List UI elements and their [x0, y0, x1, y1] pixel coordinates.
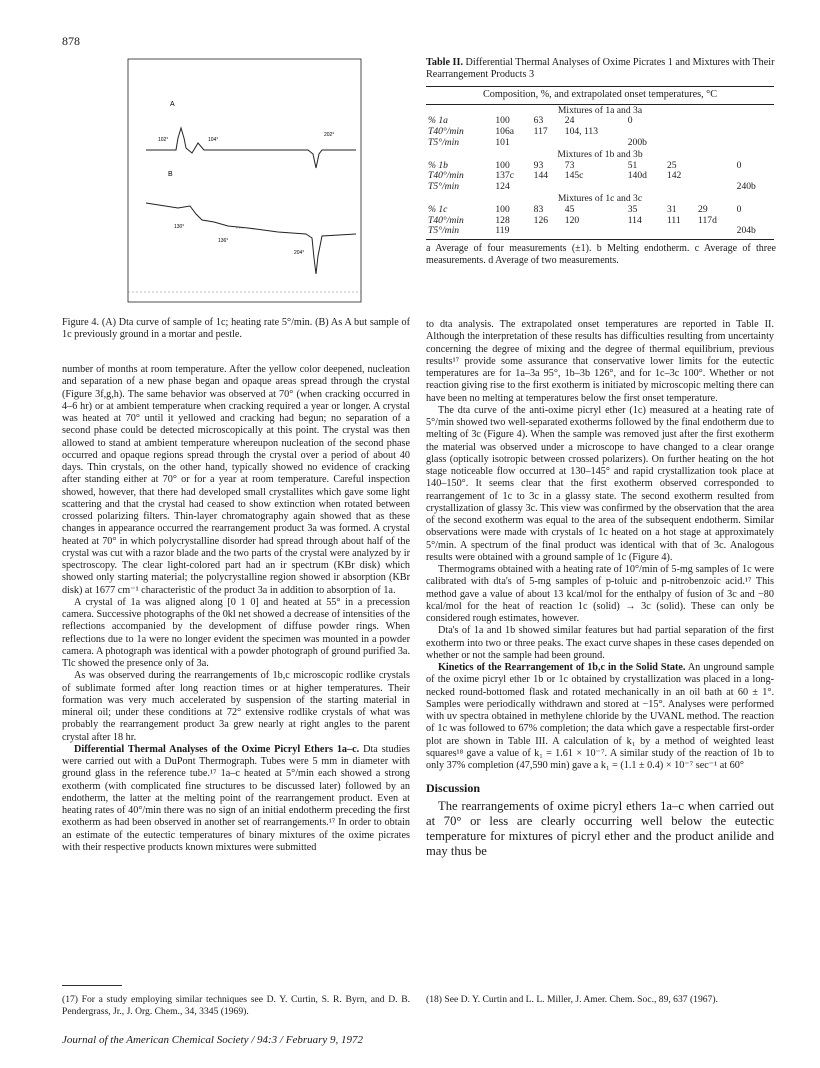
- table-title-label: Table II.: [426, 57, 463, 68]
- left-paragraph-3: As was observed during the rearrangements of 1b,c microscopic rodlike crystals of sublimate formed after long reaction times or at higher temperatures. Their formation was very much accelerated by suspension of the starting material in mineral oil; under these conditions at 72° extensive rodlike crystals of what was probably the rearrangement product 3a grew nearly at right angles to the parent crystal after 18 hr.: [62, 670, 410, 743]
- table-cell: 63: [533, 115, 544, 127]
- table-cell: 142: [666, 170, 682, 182]
- table-header: Composition, %, and extrapolated onset temperatures, °C: [426, 86, 774, 104]
- table-row: [426, 182, 774, 193]
- peak-label-b-mid: 136°: [218, 238, 229, 244]
- table-cell: 73: [564, 159, 575, 171]
- right-paragraph-2: The dta curve of the anti-oxime picryl ether (1c) measured at a heating rate of 5°/min showed two well-separated exotherms followed by the final endotherm due to melting of 3c (Figure 4). When the sample was removed just after the first exotherm the material was observed under a microscope to have changed to a clear orange glass (optically isotropic between crossed polarizers). On further heating on the hot stage noticeable flow occurred at 130–145° and rapid crystallization took place at 140–150°. It seems clear that the first exotherm observed corresponded to rearrangement of 1c to 3c in a glassy state. The second exotherm resulted from crystallization of glassy 3c. This view was confirmed by the observation that the area of the second exotherm was equal to the area of the subsequent endotherm. Similar observations were made with crystals of 1c heated on a hot stage at approximately 5°/min. A spectrum of the final product was identical with that of 3c. Analogous results were obtained with a ground sample of 1c (Figure 4).: [426, 404, 774, 563]
- table-row: [426, 161, 774, 172]
- curve-a-label: A: [170, 101, 175, 108]
- table-cell: 24: [564, 115, 575, 127]
- kinetics-section-text: An unground sample of the oxime picryl ether 1b or 1c obtained by crystallization was placed in a long-necked round-bottomed flask and rotated mechanically in an oil bath at 60 ± 1°. Samples were periodically withdrawn and stored at −15°. Analyses were performed with uv spectra obtained in methylene chloride by the UVANL method. The reaction of 1c was followed to 67% completion; the data which gave a respectable first-order plot are shown in Table III. A calculation of k₁ by a method of weighted least squares¹⁸ gave a value of k₁ = 1.61 × 10⁻⁷. A similar study of the reaction of 1b to only 37% completion (47,590 min) gave a k₁ = (1.1 ± 0.4) × 10⁻⁷ sec⁻¹ at 60°: [426, 662, 775, 771]
- table-title: [426, 57, 776, 82]
- table-cell: [696, 127, 735, 138]
- table-notes: a Average of four measurements (±1). b Melting endotherm. c Average of three measurements. d Average of two measurements.: [426, 243, 776, 267]
- table-cell: 106a: [495, 126, 515, 138]
- table-cell: [532, 182, 563, 193]
- table-cell: [665, 182, 696, 193]
- table-group-heading: Mixtures of 1c and 3c: [557, 192, 643, 204]
- table-cell: 126: [533, 214, 549, 226]
- table-cell: 83: [533, 203, 544, 215]
- left-column: [62, 364, 410, 854]
- right-paragraph-4: Dta's of 1a and 1b showed similar features but had partial separation of the first exotherm into two or three peaks. The exact curve shapes in these cases depended on whether or not the sample had been ground.: [426, 625, 774, 661]
- table-cell: [532, 226, 563, 239]
- figure-caption: Figure 4. (A) Dta curve of sample of 1c; heating rate 5°/min. (B) As A but sample of 1c previously ground in a mortar and pestle.: [62, 317, 410, 341]
- table-cell: [626, 226, 665, 239]
- table-cell: 119: [493, 226, 531, 239]
- kinetics-section-heading: Kinetics of the Rearrangement of 1b,c in the Solid State.: [438, 662, 686, 673]
- table-cell: 45: [564, 203, 575, 215]
- table-row: [426, 171, 774, 182]
- table-cell: [665, 226, 696, 239]
- table-cell: 117: [533, 126, 548, 138]
- table-cell: [563, 182, 626, 193]
- table-cell: [735, 116, 774, 127]
- table-cell: 144: [533, 170, 549, 182]
- peak-label-a-mid: 104°: [208, 137, 219, 143]
- table-cell: [696, 116, 735, 127]
- table-cell: [665, 116, 696, 127]
- table-cell: 51: [627, 159, 638, 171]
- dta-thermogram: [118, 58, 362, 304]
- table-cell: 100: [495, 159, 510, 171]
- peak-label-a-right: 202°: [324, 132, 335, 138]
- table-cell: 104, 113: [564, 126, 598, 138]
- dta-section-text: Dta studies were carried out with a DuPont Thermograph. Tubes were 5 mm in diameter with ground glass in the reference tube.¹⁷ 1a–c heated at 5°/min each showed a strong exotherm (with complicated fine structures to be discussed later) followed by an endotherm, the latter at the melting point of the rearrangement product. Even at heating rates of 40°/min there was no sign of an initial endotherm preceding the first exotherm as had been observed in another set of rearrangements.¹⁷ In order to obtain an estimate of the eutectic temperatures of binary mixtures of the oxime picrates with their respective products known mixtures were submitted: [62, 743, 411, 853]
- table-cell: 0: [736, 159, 742, 171]
- left-paragraph-4: [62, 744, 410, 854]
- table-cell: 114: [627, 214, 642, 226]
- table-group-heading: Mixtures of 1a and 3a: [557, 104, 643, 116]
- table-cell: 111: [666, 214, 681, 226]
- table-cell: 93: [533, 159, 544, 171]
- table-cell: 117d: [698, 214, 717, 226]
- dta-figure: [118, 58, 362, 304]
- table-row: [426, 205, 774, 216]
- table-cell: [735, 127, 774, 138]
- table-cell: 0: [736, 203, 742, 215]
- table-group-heading: Mixtures of 1b and 3b: [557, 148, 643, 160]
- right-column: [426, 319, 774, 859]
- table-cell: 137c: [495, 170, 515, 182]
- footnote-rule: [62, 985, 122, 986]
- table-cell: 25: [666, 159, 677, 171]
- table-cell: 120: [564, 214, 580, 226]
- right-paragraph-1: to dta analysis. The extrapolated onset temperatures are reported in Table II. Although the interpretation of these results has difficulties resulting from uncertainty concerning the degree of mixing and the degree of thermal equilibrium, previous results¹⁷ provide some assurance that conservative lower limits for the eutectic temperatures are for 1a–3a 95°, 1b–3b 126°, and for 1c–3c 100°. Whether or not reaction giving rise to the first exotherm is initiated by microscopic melting there can have been no melting at temperatures below the first onset temperature.: [426, 319, 774, 404]
- table-title-text: Differential Thermal Analyses of Oxime Picrates 1 and Mixtures with Their Rearrangement Products 3: [426, 57, 775, 81]
- curve-b: [146, 203, 356, 274]
- table-cell: 240b: [736, 181, 756, 193]
- table-cell: 29: [698, 203, 708, 215]
- table-row-label: % 1c: [428, 203, 448, 215]
- table-row-label: T40°/min: [428, 170, 464, 182]
- table-cell: 31: [666, 203, 677, 215]
- table-row: [426, 226, 774, 239]
- peak-label-b-left: 130°: [174, 224, 185, 230]
- table-row-label: % 1b: [428, 159, 448, 171]
- table-cell: [626, 182, 665, 193]
- table-row: [426, 138, 774, 149]
- table-cell: [696, 138, 735, 149]
- left-paragraph-2: A crystal of 1a was aligned along [0 1 0] and heated at 55° in a precession camera. Successive photographs of the 0kl net showed a decrease of intensities of the reflections accompanied by the development of diffuse powder rings. When reflections due to 1a were no longer evident the specimen was mounted in a powder camera. A photograph was identical with a powder photograph of ground purified 3a. Tlc showed the presence only of 3a.: [62, 596, 410, 669]
- table-cell: [696, 171, 735, 182]
- curve-b-label: B: [168, 171, 173, 178]
- table-cell: [696, 226, 735, 239]
- right-paragraph-3: Thermograms obtained with a heating rate of 10°/min of 5-mg samples of 1c were calibrated with dta's of 5-mg samples of p-toluic and p-nitrobenzoic acid.¹⁷ This method gave a value of about 13 kcal/mol for the enthalpy of fusion of 3c and −80 kcal/mol for the heat of reaction 1c (solid) → 3c (solid). These can only be considered rough estimates, however.: [426, 564, 774, 624]
- discussion-paragraph: The rearrangements of oxime picryl ethers 1a–c when carried out at 70° or less are clearly occurring well below the eutectic temperature for mixtures of picryl ether and the product anilide and may thus be: [426, 798, 774, 858]
- dta-section-heading: Differential Thermal Analyses of the Oxime Picryl Ethers 1a–c.: [74, 743, 360, 755]
- table-cell: 140d: [627, 170, 647, 182]
- table-row-label: T5°/min: [426, 226, 493, 239]
- table-cell: [665, 127, 696, 138]
- page-number: 878: [62, 34, 80, 48]
- table-cell: [665, 138, 696, 149]
- right-paragraph-5: [426, 662, 774, 772]
- table-cell: 204b: [735, 226, 774, 239]
- footnote-18: (18) See D. Y. Curtin and L. L. Miller, J. Amer. Chem. Soc., 89, 637 (1967).: [426, 994, 718, 1005]
- table-cell: 128: [495, 214, 510, 226]
- left-paragraph-1: number of months at room temperature. After the yellow color deepened, nucleation and separation of a new phase began and opaque areas spread through the crystal (Figure 3f,g,h). The same behavior was observed at 70° (when cracking occurred in 4–6 hr) or at ambient temperature when cracking required a year or longer. A crystal was heated at 70° until it yellowed and cracking had begun; no separation of a second phase could be detected microscopically at this point. The crystal was then allowed to stand at ambient temperature whereupon nucleation of the second phase occurred and opaque regions spread through the crystal over a period of about 40 days. Thin crystals, on the other hand, typically showed no evidence of cracking after standing either at 70° or for a year at room temperature. Careful inspection showed, however, that there had developed small crystallites which gave some light scattering and that the crystal had ceased to show extinction when rotated between crossed polarizing filters. Thin-layer chromatography again showed that as these changes in appearance occurred the rearrangement product 3a was formed. A crystal heated at 70° in which polycrystalline disorder had spread through about half of the crystal was cut with a razor blade and the two parts of the crystal were analyzed by ir spectroscopy. The clear light-colored part had an ir spectrum (KBr disk) which showed only starting material; the polycrystalline region showed ir absorption (KBr disk) at 1677 cm⁻¹ characteristic of the product 3a in addition to absorption of 1a.: [62, 364, 410, 596]
- table-row-label: T5°/min: [428, 137, 460, 148]
- table-row: [426, 216, 774, 227]
- table-cell: 101: [495, 137, 510, 148]
- table-cell: [532, 138, 563, 149]
- table-cell: [696, 161, 735, 172]
- table-cell: [735, 138, 774, 149]
- table-cell: 200b: [627, 137, 647, 148]
- table-cell: [563, 226, 626, 239]
- peak-label-b-right: 204°: [294, 250, 305, 256]
- table-cell: 124: [495, 181, 510, 193]
- footnote-17: (17) For a study employing similar techniques see D. Y. Curtin, S. R. Byrn, and D. B. Pendergrass, Jr., J. Org. Chem., 34, 3345 (1969).: [62, 994, 410, 1017]
- table-cell: 0: [627, 115, 633, 127]
- table-ii-grid: [426, 86, 774, 240]
- table-row-label: T40°/min: [428, 126, 464, 138]
- table-cell: [563, 138, 626, 149]
- table-row-label: % 1a: [428, 115, 448, 127]
- peak-label-a-left: 102°: [158, 137, 169, 143]
- discussion-heading: Discussion: [426, 781, 481, 796]
- table-cell: 145c: [564, 170, 584, 182]
- table-cell: [696, 182, 735, 193]
- table-row: [426, 116, 774, 127]
- table-cell: 100: [495, 115, 510, 127]
- table-cell: 35: [627, 203, 638, 215]
- journal-footer: Journal of the American Chemical Society / 94:3 / February 9, 1972: [62, 1034, 364, 1046]
- table-row-label: T40°/min: [428, 214, 464, 226]
- table-ii: [426, 57, 776, 267]
- table-row: [426, 127, 774, 138]
- table-row-label: T5°/min: [428, 181, 460, 193]
- table-cell: 100: [495, 203, 510, 215]
